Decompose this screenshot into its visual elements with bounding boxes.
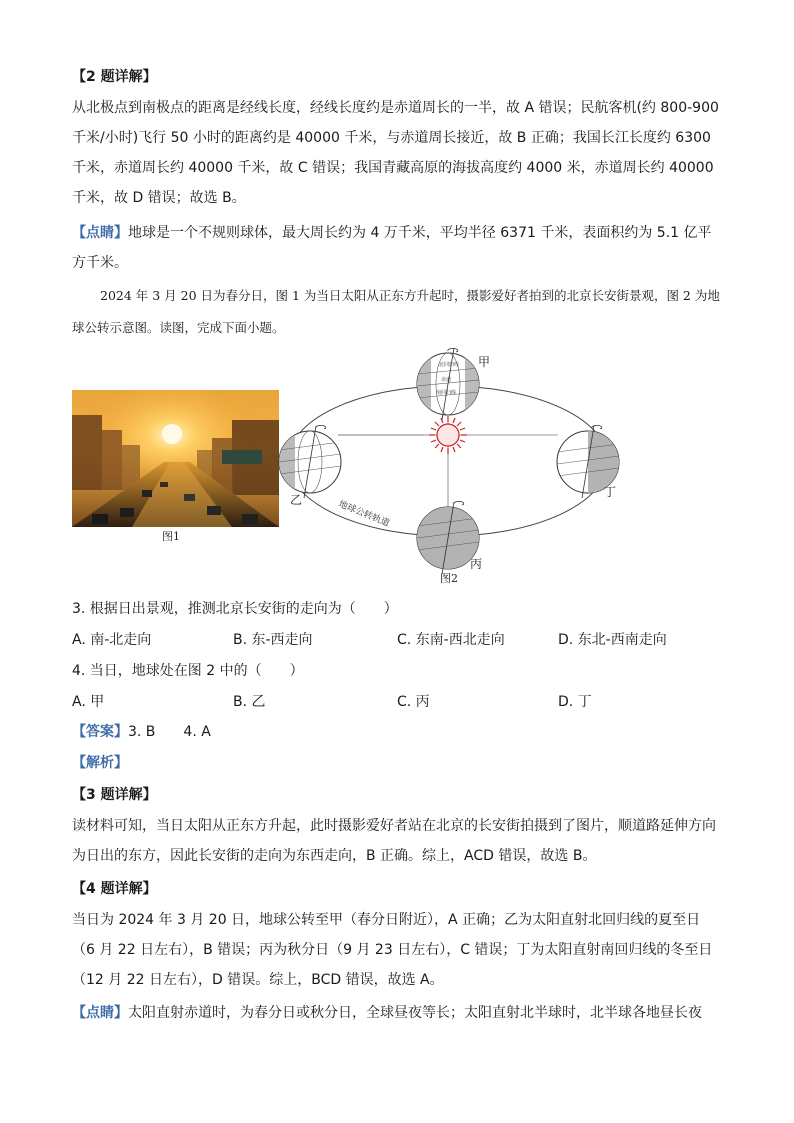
q3-stem: 3. 根据日出景观，推测北京长安街的走向为（ ） [72, 601, 398, 617]
globe-yi [279, 425, 341, 498]
q3-option-b: B. 东-西走向 [233, 632, 313, 648]
q4-detail-heading: 【4 题详解】 [72, 881, 157, 897]
equator-label: 赤道 [441, 377, 452, 383]
q3-detail-body: 读材料可知，当日太阳从正东方升起，此时摄影爱好者站在北京的长安街拍摄到了图片，顺道路延伸方向为日出的东方，因此长安街的走向为东西走向，B 正确。综上，ACD 错误，故选 B。 [72, 818, 716, 864]
figure2-caption: 图2 [440, 572, 458, 585]
sun-icon [429, 416, 467, 454]
label-bing: 丙 [470, 557, 483, 571]
q3-option-c: C. 东南-西北走向 [397, 632, 505, 648]
tip1-text: 地球是一个不规则球体，最大周长约为 4 万千米，平均半径 6371 千米，表面积约为 5.1 亿平方千米。 [72, 225, 712, 271]
tropic-north-label: 北回归线 [439, 362, 460, 368]
material-intro: 2024 年 3 月 20 日为春分日，图 1 为当日太阳从正东方升起时，摄影爱好者拍到的北京长安街景观，图 2 为地球公转示意图。读图，完成下面小题。 [72, 288, 720, 335]
q4-detail-body: 当日为 2024 年 3 月 20 日，地球公转至甲（春分日附近），A 正确；乙为太阳直射北回归线的夏至日（6 月 22 日左右），B 错误；丙为秋分日（9 月 23 日左右），C 错误；丁为太阳直射南回归线的冬至日（12 月 22 日左右），D 错误。综上，BCD 错误，故选 A。 [72, 912, 713, 988]
label-yi: 乙 [290, 493, 303, 507]
sunrise-street-image [72, 390, 279, 527]
q4-stem: 4. 当日，地球处在图 2 中的（ ） [72, 663, 304, 679]
tip2-label: 【点睛】 [72, 1005, 128, 1021]
q4-option-d: D. 丁 [558, 694, 592, 710]
analysis-label: 【解析】 [72, 755, 128, 771]
q4-option-a: A. 甲 [72, 694, 105, 710]
sunrise-photo [72, 390, 279, 527]
q4-option-b: B. 乙 [233, 694, 266, 710]
q3-option-a: A. 南-北走向 [72, 632, 152, 648]
tip2-text: 太阳直射赤道时，为春分日或秋分日，全球昼夜等长；太阳直射北半球时，北半球各地昼长夜 [128, 1005, 702, 1021]
tropic-south-label: 南回归线 [436, 390, 457, 396]
revolution-diagram [276, 344, 626, 584]
analysis-line [72, 748, 722, 778]
answer-label: 【答案】 [72, 724, 128, 740]
tip1-label: 【点睛】 [72, 225, 128, 241]
figure1-caption: 图1 [162, 530, 180, 543]
answer-text: 3. B 4. A [128, 724, 211, 740]
q2-body: 从北极点到南极点的距离是经线长度，经线长度约是赤道周长的一半，故 A 错误；民航客机(约 800-900 千米/小时)飞行 50 小时的距离约是 40000 千米，与赤道周长接近，故 B 正确；我国长江长度约 6300 千米，赤道周长约 40000 千米，故 C 错误；我国青藏高原的海拔高度约 4000 米，赤道周长约 40000 千米，故 D 错误；故选 B。 [72, 100, 719, 206]
globe-jia [417, 348, 479, 420]
answer-line [72, 717, 722, 747]
q2-heading: 【2 题详解】 [72, 69, 157, 85]
q4-option-c: C. 丙 [397, 694, 430, 710]
orbit-label: 地球公转轨道 [336, 499, 391, 530]
label-ding: 丁 [604, 485, 617, 499]
tip2-paragraph [72, 998, 722, 1028]
tip1-paragraph [72, 218, 722, 278]
q3-detail-heading: 【3 题详解】 [72, 787, 157, 803]
q3-option-d: D. 东北-西南走向 [558, 632, 667, 648]
label-jia: 甲 [478, 355, 491, 369]
